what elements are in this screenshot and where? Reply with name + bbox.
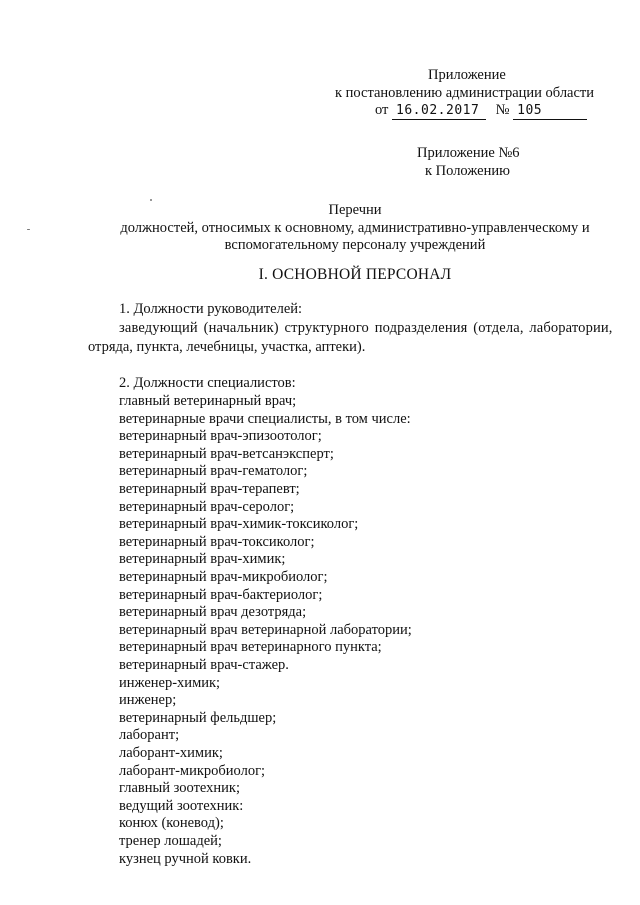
position-item: главный ветеринарный врач; [119,393,297,409]
position-item: лаборант-химик; [119,745,223,761]
item-1-text-line-2: отряда, пункта, лечебницы, участка, аптеки). [88,339,366,355]
position-item: инженер-химик; [119,675,221,691]
item-1-text-line-1: заведующий (начальник) структурного подразделения (отдела, лаборатории, [119,320,613,336]
to-resolution-label: к постановлению администрации области [335,85,595,101]
position-item: ветеринарный врач-ветсанэксперт; [119,446,334,462]
scan-speck [27,229,30,230]
position-item: лаборант-микробиолог; [119,763,266,779]
date-value: 16.02.2017 [392,103,486,120]
number-prefix: № [495,102,510,118]
section-heading: I. ОСНОВНОЙ ПЕРСОНАЛ [258,266,452,283]
position-item: ветеринарный врач-стажер. [119,657,289,673]
position-item: ветеринарный врач-бактериолог; [119,587,323,603]
position-item: ветеринарный врач-химик-токсиколог; [119,516,359,532]
appendix-label: Приложение [428,67,506,83]
date-number-line [375,101,587,120]
position-item: ветеринарный фельдшер; [119,710,277,726]
position-item: ветеринарные врачи специалисты, в том числе: [119,411,411,427]
position-item: ветеринарный врач-химик; [119,551,286,567]
position-item: ветеринарный врач-гематолог; [119,463,308,479]
item-1-heading: 1. Должности руководителей: [119,301,303,317]
scan-speck [150,199,152,201]
position-item: ветеринарный врач-терапевт; [119,481,300,497]
number-value: 105 [513,103,587,120]
position-item: ветеринарный врач ветеринарного пункта; [119,639,382,655]
position-item: ведущий зоотехник: [119,798,244,814]
position-item: лаборант; [119,727,180,743]
appendix-number-label: Приложение №6 [417,145,520,161]
position-item: ветеринарный врач-микробиолог; [119,569,328,585]
position-item: инженер; [119,692,177,708]
item-2-heading: 2. Должности специалистов: [119,375,296,391]
position-item: главный зоотехник; [119,780,240,796]
title-line-2: должностей, относимых к основному, административно-управленческому и [120,220,590,236]
to-regulation-label: к Положению [425,163,510,179]
position-item: ветеринарный врач ветеринарной лаборатории; [119,622,412,638]
title-line-1: Перечни [328,202,382,218]
position-item: ветеринарный врач-токсиколог; [119,534,315,550]
position-item: ветеринарный врач-серолог; [119,499,295,515]
position-item: тренер лошадей; [119,833,222,849]
title-line-3: вспомогательному персоналу учреждений [224,237,486,253]
position-item: кузнец ручной ковки. [119,851,252,867]
position-item: конюх (коневод); [119,815,224,831]
position-item: ветеринарный врач-эпизоотолог; [119,428,322,444]
date-prefix: от [375,102,389,118]
position-item: ветеринарный врач дезотряда; [119,604,307,620]
